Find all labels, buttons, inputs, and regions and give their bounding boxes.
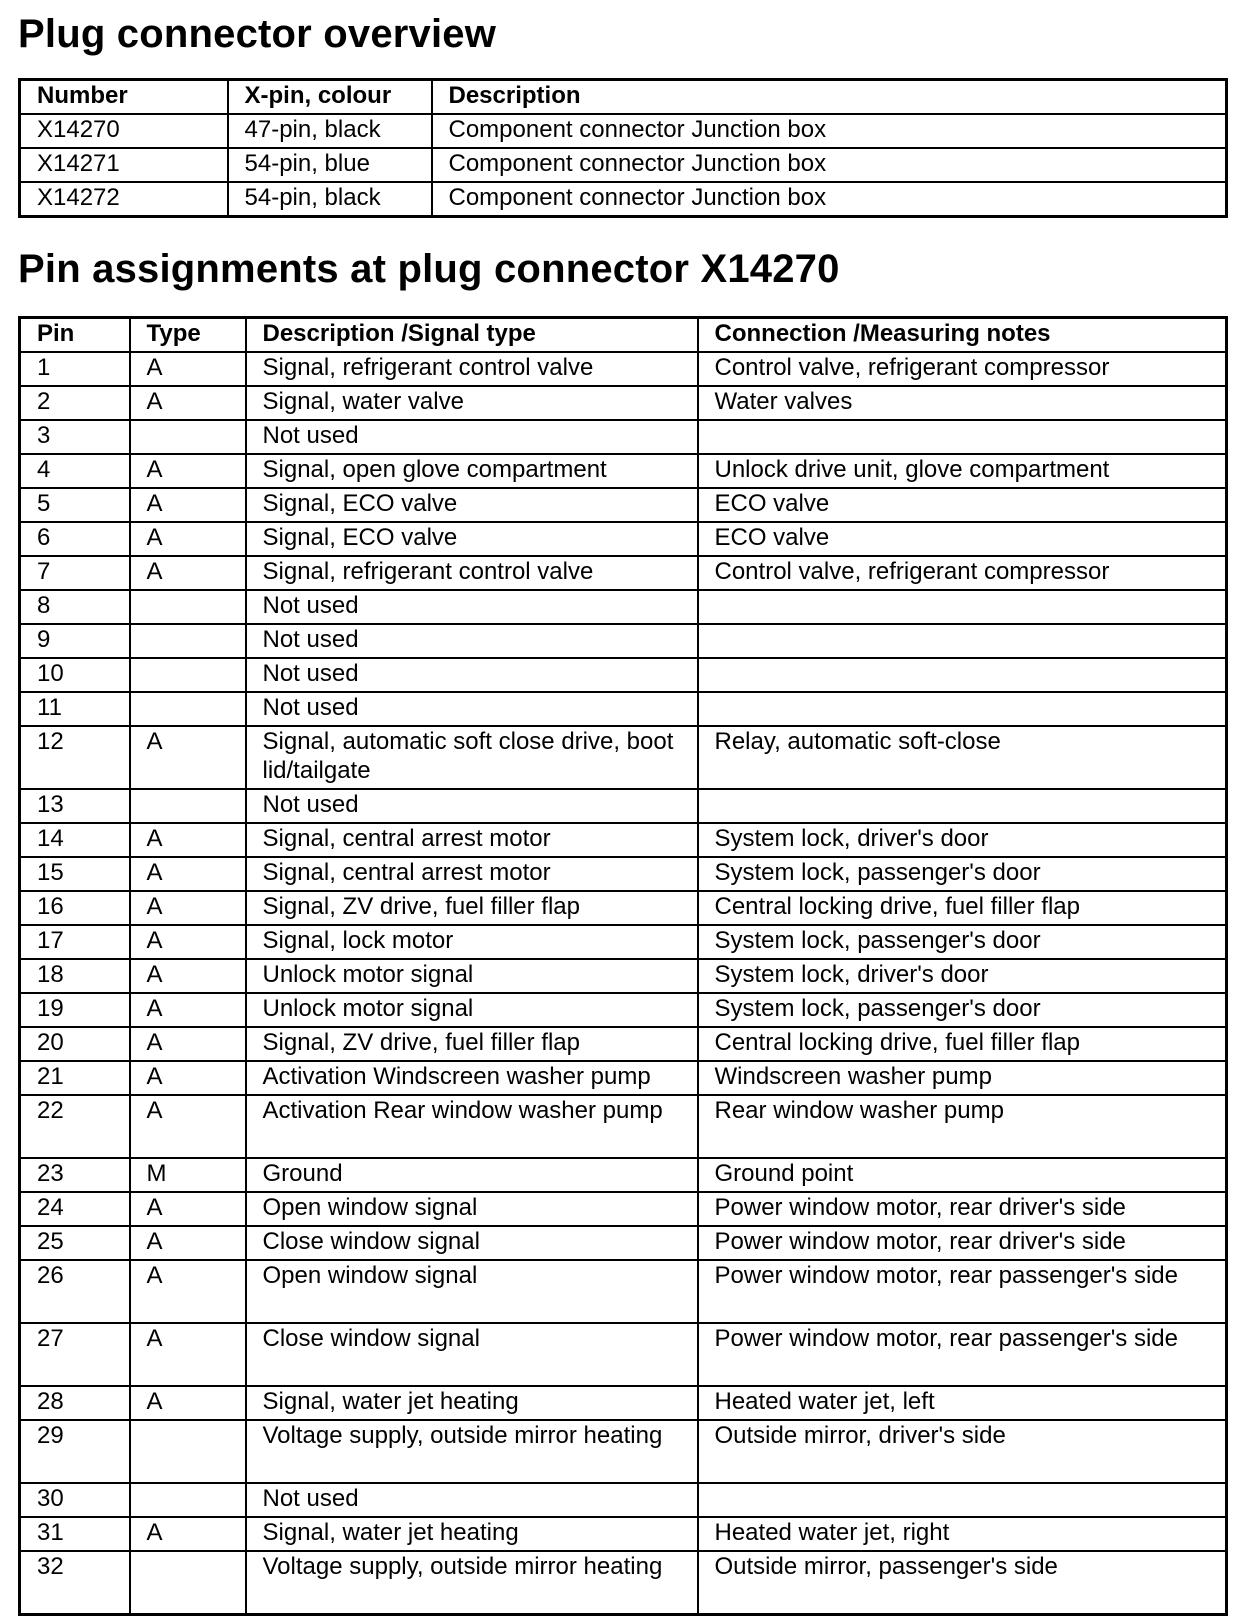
- cell-measuring-notes: [698, 658, 1227, 692]
- table-row: [20, 522, 1227, 556]
- table-row: [20, 624, 1227, 658]
- cell-measuring-notes: [698, 789, 1227, 823]
- table-row: [20, 1323, 1227, 1386]
- pins-header-row: [20, 318, 1227, 353]
- cell-signal-type: Signal, water jet heating: [246, 1517, 698, 1551]
- cell-type: A: [130, 1226, 246, 1260]
- cell-signal-type: Signal, automatic soft close drive, boot lid/tailgate: [246, 726, 698, 789]
- cell-measuring-notes: Central locking drive, fuel filler flap: [698, 1027, 1227, 1061]
- cell-type: A: [130, 386, 246, 420]
- cell-pin: 26: [20, 1260, 130, 1323]
- cell-type: [130, 658, 246, 692]
- cell-number: X14270: [20, 114, 228, 148]
- cell-type: A: [130, 823, 246, 857]
- table-row: [20, 891, 1227, 925]
- cell-type: A: [130, 454, 246, 488]
- cell-pin: 30: [20, 1483, 130, 1517]
- cell-measuring-notes: System lock, driver's door: [698, 823, 1227, 857]
- cell-measuring-notes: [698, 624, 1227, 658]
- cell-type: A: [130, 1192, 246, 1226]
- cell-signal-type: Signal, ZV drive, fuel filler flap: [246, 891, 698, 925]
- header-signal-type: Description /Signal type: [246, 318, 698, 353]
- cell-type: M: [130, 1158, 246, 1192]
- cell-type: A: [130, 1061, 246, 1095]
- table-row: [20, 420, 1227, 454]
- cell-type: A: [130, 1027, 246, 1061]
- cell-pin: 10: [20, 658, 130, 692]
- cell-pin: 19: [20, 993, 130, 1027]
- table-row: [20, 1483, 1227, 1517]
- table-row: [20, 1551, 1227, 1615]
- cell-description: Component connector Junction box: [432, 182, 1227, 217]
- cell-signal-type: Signal, ECO valve: [246, 522, 698, 556]
- table-row: [20, 454, 1227, 488]
- cell-type: A: [130, 891, 246, 925]
- cell-measuring-notes: System lock, passenger's door: [698, 925, 1227, 959]
- cell-signal-type: Signal, refrigerant control valve: [246, 352, 698, 386]
- table-row: [20, 1260, 1227, 1323]
- cell-pin: 11: [20, 692, 130, 726]
- cell-type: A: [130, 1095, 246, 1158]
- cell-number: X14272: [20, 182, 228, 217]
- header-number: Number: [20, 80, 228, 115]
- cell-pin: 6: [20, 522, 130, 556]
- cell-signal-type: Not used: [246, 1483, 698, 1517]
- cell-type: A: [130, 1386, 246, 1420]
- cell-signal-type: Activation Rear window washer pump: [246, 1095, 698, 1158]
- cell-type: A: [130, 1517, 246, 1551]
- cell-signal-type: Not used: [246, 789, 698, 823]
- cell-type: [130, 1551, 246, 1615]
- cell-measuring-notes: System lock, passenger's door: [698, 857, 1227, 891]
- cell-description: Component connector Junction box: [432, 114, 1227, 148]
- cell-pin: 22: [20, 1095, 130, 1158]
- cell-pin: 27: [20, 1323, 130, 1386]
- cell-measuring-notes: Rear window washer pump: [698, 1095, 1227, 1158]
- table-row: [20, 925, 1227, 959]
- cell-signal-type: Not used: [246, 420, 698, 454]
- cell-signal-type: Signal, ZV drive, fuel filler flap: [246, 1027, 698, 1061]
- cell-signal-type: Voltage supply, outside mirror heating: [246, 1551, 698, 1615]
- cell-measuring-notes: [698, 590, 1227, 624]
- cell-type: A: [130, 959, 246, 993]
- table-row: [20, 114, 1227, 148]
- table-row: [20, 726, 1227, 789]
- cell-signal-type: Signal, central arrest motor: [246, 823, 698, 857]
- pin-assignments-title: Pin assignments at plug connector X14270: [18, 247, 840, 291]
- cell-measuring-notes: Unlock drive unit, glove compartment: [698, 454, 1227, 488]
- cell-type: A: [130, 352, 246, 386]
- table-row: [20, 1226, 1227, 1260]
- cell-signal-type: Signal, water valve: [246, 386, 698, 420]
- cell-signal-type: Not used: [246, 658, 698, 692]
- table-row: [20, 1420, 1227, 1483]
- cell-signal-type: Open window signal: [246, 1192, 698, 1226]
- overview-header-row: [20, 80, 1227, 115]
- table-row: [20, 1027, 1227, 1061]
- cell-pin: 3: [20, 420, 130, 454]
- cell-number: X14271: [20, 148, 228, 182]
- header-type: Type: [130, 318, 246, 353]
- cell-pin: 23: [20, 1158, 130, 1192]
- cell-measuring-notes: Heated water jet, left: [698, 1386, 1227, 1420]
- overview-title: Plug connector overview: [18, 12, 497, 56]
- cell-pin: 14: [20, 823, 130, 857]
- header-xpin-colour: X-pin, colour: [228, 80, 432, 115]
- table-row: [20, 1095, 1227, 1158]
- cell-xpin-colour: 54-pin, black: [228, 182, 432, 217]
- header-description: Description: [432, 80, 1227, 115]
- overview-table: [18, 78, 1228, 218]
- table-row: [20, 488, 1227, 522]
- cell-signal-type: Signal, central arrest motor: [246, 857, 698, 891]
- cell-measuring-notes: System lock, passenger's door: [698, 993, 1227, 1027]
- cell-signal-type: Not used: [246, 692, 698, 726]
- cell-signal-type: Unlock motor signal: [246, 959, 698, 993]
- cell-measuring-notes: Power window motor, rear driver's side: [698, 1192, 1227, 1226]
- table-row: [20, 789, 1227, 823]
- cell-type: A: [130, 556, 246, 590]
- cell-pin: 2: [20, 386, 130, 420]
- cell-type: [130, 590, 246, 624]
- cell-signal-type: Signal, refrigerant control valve: [246, 556, 698, 590]
- table-row: [20, 658, 1227, 692]
- cell-signal-type: Signal, lock motor: [246, 925, 698, 959]
- cell-measuring-notes: [698, 692, 1227, 726]
- cell-pin: 12: [20, 726, 130, 789]
- cell-type: [130, 624, 246, 658]
- cell-type: A: [130, 522, 246, 556]
- cell-signal-type: Activation Windscreen washer pump: [246, 1061, 698, 1095]
- cell-measuring-notes: Power window motor, rear passenger's side: [698, 1323, 1227, 1386]
- cell-type: A: [130, 993, 246, 1027]
- cell-signal-type: Not used: [246, 590, 698, 624]
- cell-pin: 1: [20, 352, 130, 386]
- table-row: [20, 1061, 1227, 1095]
- table-row: [20, 1192, 1227, 1226]
- cell-type: [130, 420, 246, 454]
- cell-measuring-notes: Control valve, refrigerant compressor: [698, 352, 1227, 386]
- cell-pin: 25: [20, 1226, 130, 1260]
- table-row: [20, 148, 1227, 182]
- cell-pin: 5: [20, 488, 130, 522]
- table-row: [20, 1158, 1227, 1192]
- cell-signal-type: Close window signal: [246, 1323, 698, 1386]
- cell-signal-type: Unlock motor signal: [246, 993, 698, 1027]
- table-row: [20, 959, 1227, 993]
- pin-assignments-table: [18, 316, 1228, 1616]
- cell-pin: 29: [20, 1420, 130, 1483]
- cell-xpin-colour: 54-pin, blue: [228, 148, 432, 182]
- cell-measuring-notes: Power window motor, rear driver's side: [698, 1226, 1227, 1260]
- cell-signal-type: Voltage supply, outside mirror heating: [246, 1420, 698, 1483]
- table-row: [20, 590, 1227, 624]
- table-row: [20, 823, 1227, 857]
- cell-pin: 8: [20, 590, 130, 624]
- cell-pin: 20: [20, 1027, 130, 1061]
- table-row: [20, 692, 1227, 726]
- cell-pin: 28: [20, 1386, 130, 1420]
- cell-type: [130, 789, 246, 823]
- cell-signal-type: Open window signal: [246, 1260, 698, 1323]
- cell-pin: 21: [20, 1061, 130, 1095]
- cell-xpin-colour: 47-pin, black: [228, 114, 432, 148]
- cell-pin: 24: [20, 1192, 130, 1226]
- header-pin: Pin: [20, 318, 130, 353]
- cell-type: [130, 1483, 246, 1517]
- cell-signal-type: Not used: [246, 624, 698, 658]
- cell-measuring-notes: Water valves: [698, 386, 1227, 420]
- cell-pin: 17: [20, 925, 130, 959]
- cell-type: [130, 692, 246, 726]
- cell-measuring-notes: Outside mirror, driver's side: [698, 1420, 1227, 1483]
- cell-signal-type: Signal, water jet heating: [246, 1386, 698, 1420]
- table-row: [20, 993, 1227, 1027]
- cell-signal-type: Signal, open glove compartment: [246, 454, 698, 488]
- cell-description: Component connector Junction box: [432, 148, 1227, 182]
- cell-signal-type: Ground: [246, 1158, 698, 1192]
- table-row: [20, 556, 1227, 590]
- cell-pin: 15: [20, 857, 130, 891]
- table-row: [20, 1386, 1227, 1420]
- cell-measuring-notes: Ground point: [698, 1158, 1227, 1192]
- header-measuring-notes: Connection /Measuring notes: [698, 318, 1227, 353]
- cell-type: A: [130, 857, 246, 891]
- cell-measuring-notes: Power window motor, rear passenger's side: [698, 1260, 1227, 1323]
- cell-measuring-notes: [698, 420, 1227, 454]
- cell-measuring-notes: Outside mirror, passenger's side: [698, 1551, 1227, 1615]
- cell-measuring-notes: Control valve, refrigerant compressor: [698, 556, 1227, 590]
- cell-signal-type: Close window signal: [246, 1226, 698, 1260]
- cell-measuring-notes: Relay, automatic soft-close: [698, 726, 1227, 789]
- cell-pin: 32: [20, 1551, 130, 1615]
- cell-measuring-notes: Heated water jet, right: [698, 1517, 1227, 1551]
- cell-pin: 13: [20, 789, 130, 823]
- cell-type: A: [130, 488, 246, 522]
- table-row: [20, 1517, 1227, 1551]
- cell-type: A: [130, 1323, 246, 1386]
- cell-pin: 16: [20, 891, 130, 925]
- cell-type: A: [130, 726, 246, 789]
- table-row: [20, 857, 1227, 891]
- cell-measuring-notes: Central locking drive, fuel filler flap: [698, 891, 1227, 925]
- cell-type: A: [130, 1260, 246, 1323]
- cell-measuring-notes: System lock, driver's door: [698, 959, 1227, 993]
- table-row: [20, 386, 1227, 420]
- cell-signal-type: Signal, ECO valve: [246, 488, 698, 522]
- cell-measuring-notes: ECO valve: [698, 488, 1227, 522]
- cell-pin: 31: [20, 1517, 130, 1551]
- table-row: [20, 182, 1227, 217]
- cell-measuring-notes: Windscreen washer pump: [698, 1061, 1227, 1095]
- cell-type: [130, 1420, 246, 1483]
- cell-pin: 9: [20, 624, 130, 658]
- cell-pin: 18: [20, 959, 130, 993]
- cell-type: A: [130, 925, 246, 959]
- cell-measuring-notes: ECO valve: [698, 522, 1227, 556]
- table-row: [20, 352, 1227, 386]
- cell-pin: 7: [20, 556, 130, 590]
- cell-measuring-notes: [698, 1483, 1227, 1517]
- cell-pin: 4: [20, 454, 130, 488]
